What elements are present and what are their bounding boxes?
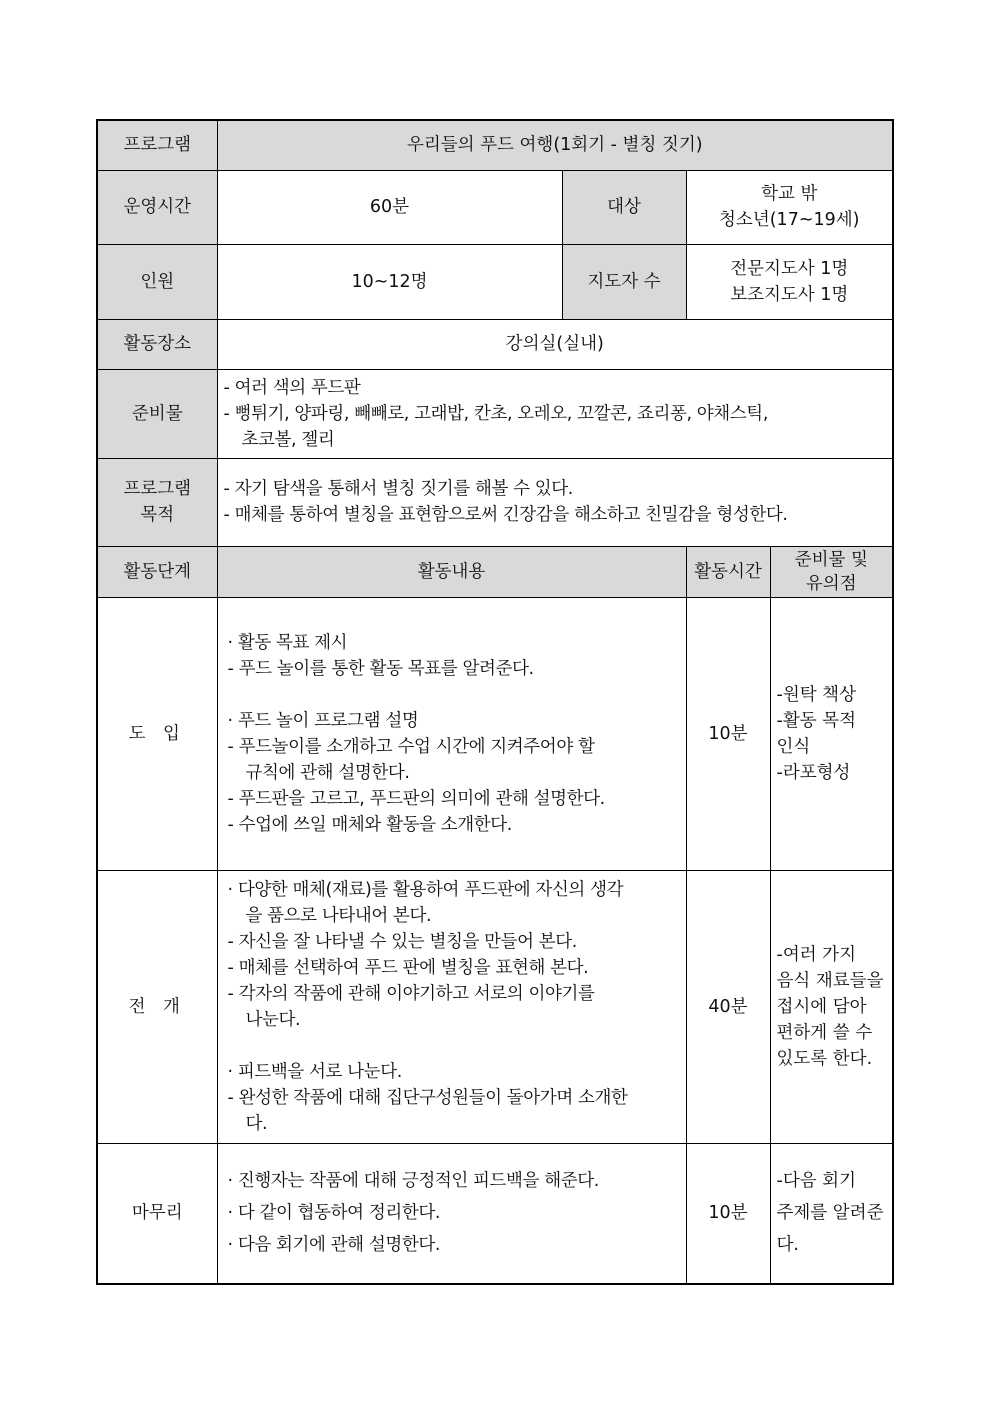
- target-line-2: 청소년(17~19세): [719, 210, 860, 230]
- materials-line-3: 초코볼, 젤리: [241, 429, 335, 450]
- note-line: -여러 가지: [776, 944, 856, 965]
- purpose-label-line-2: 목적: [140, 505, 175, 525]
- purpose-line-2: - 매체를 통하여 별칭을 표현함으로써 긴장감을 해소하고 친밀감을 형성한다.: [223, 505, 788, 525]
- purpose-row: [97, 458, 893, 546]
- purpose-value: [217, 458, 893, 546]
- activity-notes: [770, 597, 893, 870]
- activity-line: - 수업에 쓰일 매체와 활동을 소개한다.: [227, 814, 512, 835]
- leaders-label: 지도자 수: [562, 244, 686, 319]
- note-line: -활동 목적: [776, 710, 856, 731]
- activity-line: 나눈다.: [245, 1009, 301, 1030]
- leaders-line-2: 보조지도사 1명: [730, 284, 849, 305]
- people-value: 10~12명: [217, 244, 562, 319]
- program-plan-table: [96, 119, 894, 1285]
- purpose-label-line-1: 프로그램: [123, 479, 192, 499]
- activity-line: 규칙에 관해 설명한다.: [245, 762, 410, 783]
- stage-label: 전 개: [97, 870, 217, 1143]
- activity-line: · 푸드 놀이 프로그램 설명: [227, 710, 419, 731]
- activity-time: 10분: [686, 1143, 770, 1284]
- activity-line: - 푸드 놀이를 통한 활동 목표를 알려준다.: [227, 658, 534, 679]
- activity-line: - 자신을 잘 나타낼 수 있는 별칭을 만들어 본다.: [227, 931, 577, 952]
- purpose-label: [97, 458, 217, 546]
- activity-line: 다.: [245, 1113, 268, 1134]
- materials-row: [97, 369, 893, 458]
- materials-value: [217, 369, 893, 458]
- note-line: -라포형성: [776, 762, 851, 783]
- activity-line: - 각자의 작품에 관해 이야기하고 서로의 이야기를: [227, 983, 595, 1004]
- activity-line: 을 품으로 나타내어 본다.: [245, 905, 432, 926]
- activity-content: [217, 1143, 686, 1284]
- program-title: 우리들의 푸드 여행(1회기 - 별칭 짓기): [217, 120, 893, 170]
- activity-spacer: [228, 1033, 680, 1059]
- activity-content: [217, 597, 686, 870]
- stage-column-header: 활동단계: [97, 546, 217, 597]
- note-line: -다음 회기: [776, 1171, 856, 1192]
- duration-value: 60분: [217, 170, 562, 244]
- activity-line: · 활동 목표 제시: [227, 632, 348, 653]
- note-line: -원탁 책상: [776, 684, 856, 705]
- activity-line: · 다 같이 협동하여 정리한다.: [227, 1203, 441, 1224]
- stage-label: 도 입: [97, 597, 217, 870]
- activity-line: · 진행자는 작품에 대해 긍정적인 피드백을 해준다.: [227, 1171, 599, 1192]
- activity-notes: [770, 1143, 893, 1284]
- activity-time: 10분: [686, 597, 770, 870]
- place-value: 강의실(실내): [217, 319, 893, 369]
- activity-spacer: [228, 682, 680, 708]
- column-header-row: [97, 546, 893, 597]
- content-column-header: 활동내용: [217, 546, 686, 597]
- purpose-line-1: - 자기 탐색을 통해서 별칭 짓기를 해볼 수 있다.: [223, 479, 573, 499]
- notes-header-line-1: 준비물 및: [794, 549, 868, 570]
- stage-row-intro: [97, 597, 893, 870]
- time-column-header: 활동시간: [686, 546, 770, 597]
- leaders-line-1: 전문지도사 1명: [730, 258, 849, 279]
- activity-line: · 다음 회기에 관해 설명한다.: [227, 1235, 441, 1256]
- people-row: [97, 244, 893, 319]
- target-value: [686, 170, 893, 244]
- place-label: 활동장소: [97, 319, 217, 369]
- note-line: 음식 재료들을: [776, 970, 884, 991]
- notes-header-line-2: 유의점: [805, 573, 857, 594]
- stage-row-closing: [97, 1143, 893, 1284]
- materials-line-2: - 뻥튀기, 양파링, 빼빼로, 고래밥, 칸초, 오레오, 꼬깔콘, 죠리퐁, 야채스틱,: [223, 403, 768, 424]
- target-label: 대상: [562, 170, 686, 244]
- note-line: 편하게 쓸 수: [776, 1022, 873, 1043]
- activity-line: · 피드백을 서로 나눈다.: [227, 1061, 402, 1082]
- place-row: [97, 319, 893, 369]
- stage-label: 마무리: [97, 1143, 217, 1284]
- program-label: 프로그램: [97, 120, 217, 170]
- stage-row-development: [97, 870, 893, 1143]
- people-label: 인원: [97, 244, 217, 319]
- duration-row: [97, 170, 893, 244]
- duration-label: 운영시간: [97, 170, 217, 244]
- materials-line-1: - 여러 색의 푸드판: [223, 377, 361, 398]
- activity-notes: [770, 870, 893, 1143]
- leaders-value: [686, 244, 893, 319]
- activity-line: - 푸드판을 고르고, 푸드판의 의미에 관해 설명한다.: [227, 788, 605, 809]
- notes-column-header: [770, 546, 893, 597]
- materials-label: 준비물: [97, 369, 217, 458]
- activity-line: · 다양한 매체(재료)를 활용하여 푸드판에 자신의 생각: [227, 879, 624, 900]
- activity-content: [217, 870, 686, 1143]
- note-line: 인식: [776, 736, 811, 757]
- note-line: 있도록 한다.: [776, 1048, 873, 1069]
- note-line: 접시에 담아: [776, 996, 867, 1017]
- program-row: [97, 120, 893, 170]
- note-line: 주제를 알려준: [776, 1203, 884, 1224]
- activity-line: - 푸드놀이를 소개하고 수업 시간에 지켜주어야 할: [227, 736, 595, 757]
- activity-line: - 완성한 작품에 대해 집단구성원들이 돌아가며 소개한: [227, 1087, 628, 1108]
- activity-line: - 매체를 선택하여 푸드 판에 별칭을 표현해 본다.: [227, 957, 589, 978]
- activity-time: 40분: [686, 870, 770, 1143]
- note-line: 다.: [776, 1235, 799, 1256]
- target-line-1: 학교 밖: [761, 184, 818, 204]
